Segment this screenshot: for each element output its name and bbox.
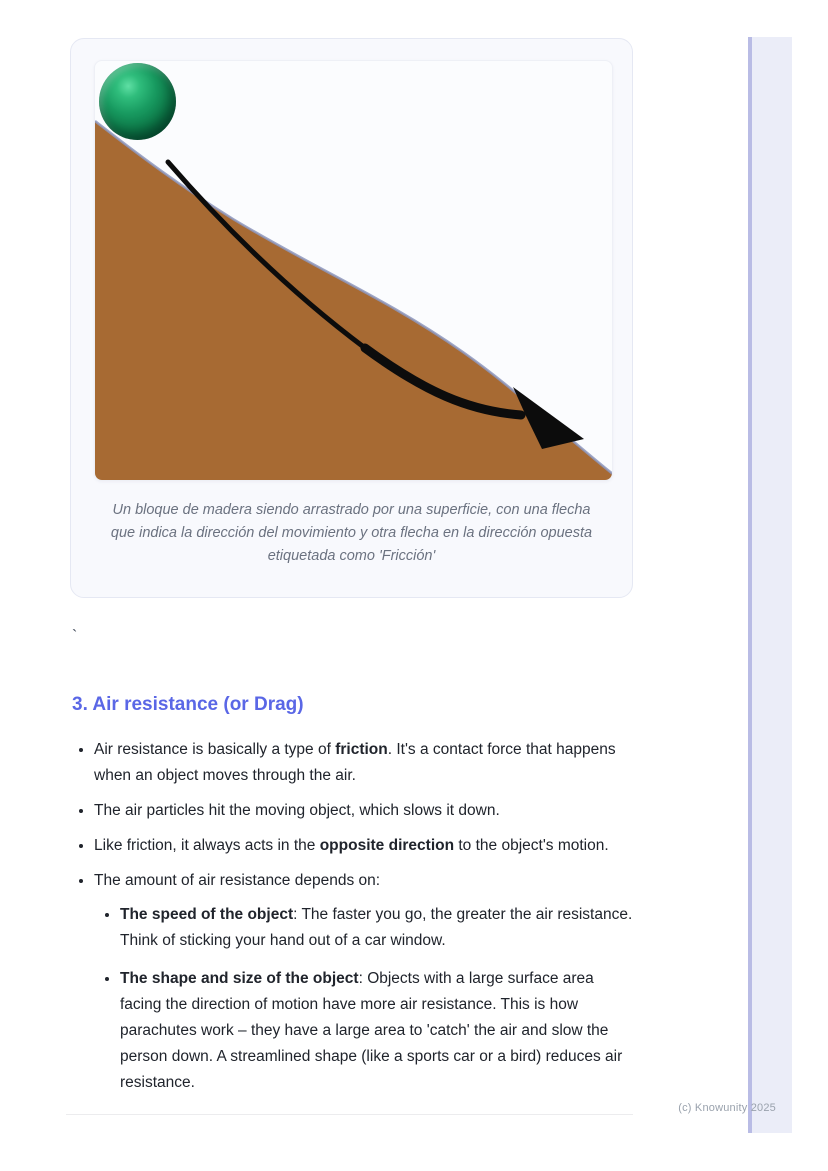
list-item [94,737,636,789]
list-item [120,966,636,1096]
list-item-text: : The faster you go, the greater the air resistance. Think of sticking your hand out of a car window. [120,906,633,949]
page-edge-bar [748,37,792,1133]
list-item-text: The air particles hit the moving object, which slows it down. [94,802,500,819]
list-item-text: opposite direction [319,837,455,854]
list-item-text: Air resistance is basically a type of [94,741,336,758]
stray-backtick: ` [72,628,78,645]
list-item [94,868,636,1096]
list-item [94,833,636,859]
list-item-text: Like friction, it always acts in the [94,837,320,854]
list-item-text: friction [335,741,388,758]
list-item-text: The speed of the object [120,906,294,923]
footer-copyright: (c) Knowunity 2025 [678,1102,776,1114]
list-item-text: . It's a contact force that happens when an object moves through the air. [94,741,616,784]
sub-bullet-list [94,902,636,1096]
slope-arrow-graphic [95,61,613,481]
bullet-list [70,737,636,1096]
green-ball [99,63,176,140]
list-item [94,798,636,824]
list-item-text: The amount of air resistance depends on: [94,872,381,889]
figure-image [94,60,613,481]
figure-card [70,38,633,598]
list-item-text: The shape and size of the object [120,970,359,987]
list-item-text: to the object's motion. [454,837,609,854]
list-item [120,902,636,954]
figure-caption: Un bloque de madera siendo arrastrado por una superficie, con una flecha que indica la dirección del movimiento y otra flecha en la dirección opuesta etiquetada como 'Fricción' [110,502,593,564]
section-heading: 3. Air resistance (or Drag) [72,694,304,715]
list-item-text: : Objects with a large surface area facing the direction of motion have more air resistance. This is how parachutes work – they have a large area to 'catch' the air and slow the person down. A streamlined shape (like a sports car or a bird) reduces air resistance. [120,970,623,1091]
footer-divider [66,1114,633,1115]
section-content [70,693,636,1108]
